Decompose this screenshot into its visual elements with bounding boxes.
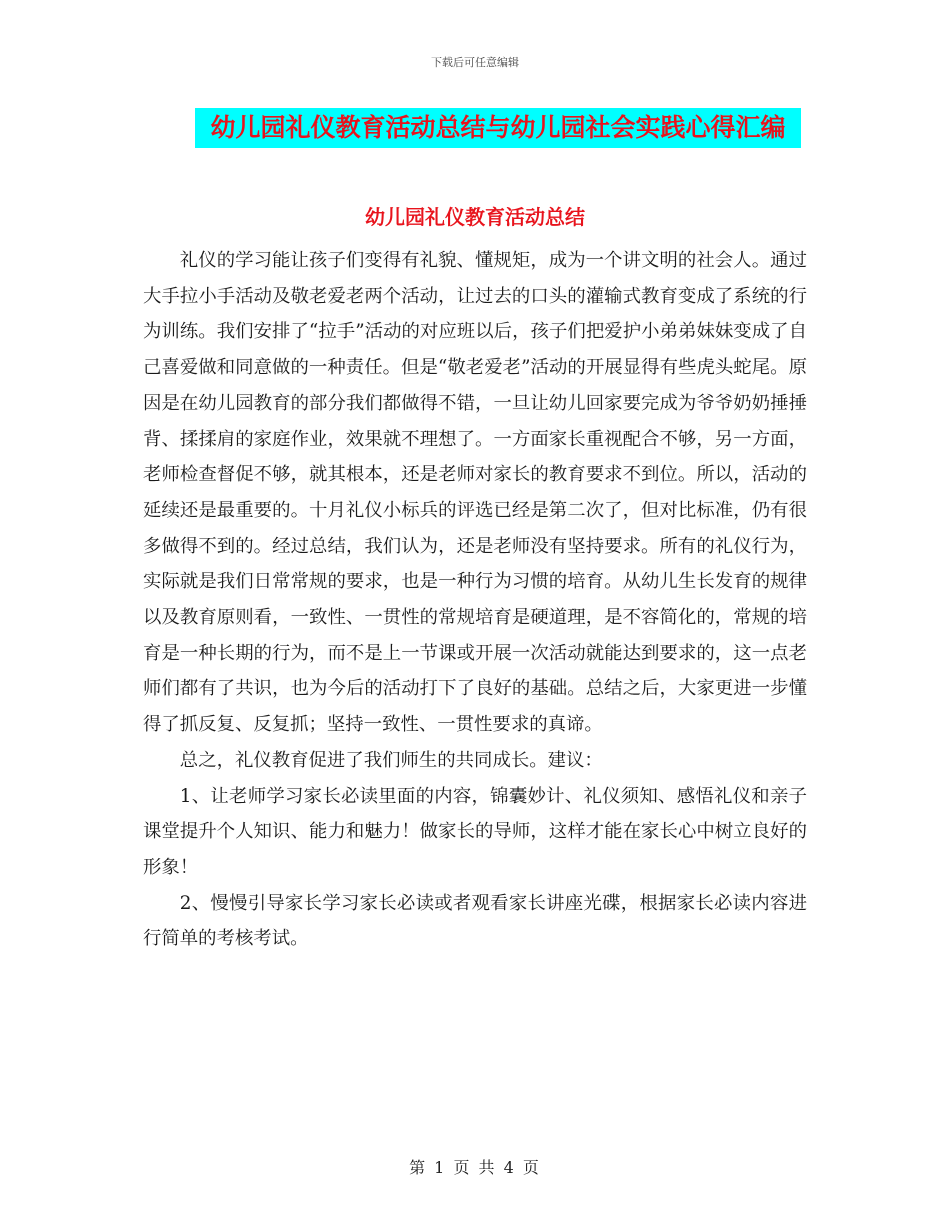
paragraph-suggestion-2: 2、慢慢引导家长学习家长必读或者观看家长讲座光碟，根据家长必读内容进行简单的考核考试。 <box>143 892 807 950</box>
paragraph-suggestion-1: 1、让老师学习家长必读里面的内容，锦囊妙计、礼仪须知、感悟礼仪和亲子课堂提升个人知识、能力和魅力！做家长的导师，这样才能在家长心中树立良好的形象！ <box>143 785 807 878</box>
page-number-footer: 第 1 页 共 4 页 <box>409 1158 541 1177</box>
paragraph-conclusion: 总之，礼仪教育促进了我们师生的共同成长。建议： <box>179 749 603 771</box>
paragraph-summary: 礼仪的学习能让孩子们变得有礼貌、懂规矩，成为一个讲文明的社会人。通过大手拉小手活动及敬老爱老两个活动，让过去的口头的灌输式教育变成了系统的行为训练。我们安排了“拉手”活动的对应班以后，孩子们把爱护小弟弟妹妹变成了自己喜爱做和同意做的一种责任。但是“敬老爱老”活动的开展显得有些虎头蛇尾。原因是在幼儿园教育的部分我们都做得不错，一旦让幼儿回家要完成为爷爷奶奶捶捶背、揉揉肩的家庭作业，效果就不理想了。一方面家长重视配合不够，另一方面，老师检查督促不够，就其根本，还是老师对家长的教育要求不到位。所以，活动的延续还是最重要的。十月礼仪小标兵的评选已经是第二次了，但对比标准，仍有很多做得不到的。经过总结，我们认为，还是老师没有坚持要求。所有的礼仪行为，实际就是我们日常常规的要求，也是一种行为习惯的培育。从幼儿生长发育的规律以及教育原则看，一致性、一贯性的常规培育是硬道理，是不容简化的，常规的培育是一种长期的行为，而不是上一节课或开展一次活动就能达到要求的，这一点老师们都有了共识，也为今后的活动打下了良好的基础。总结之后，大家更进一步懂得了抓反复、反复抓；坚持一致性、一贯性要求的真谛。 <box>143 250 807 736</box>
document-main-title: 幼儿园礼仪教育活动总结与幼儿园社会实践心得汇编 <box>195 108 801 148</box>
section-title: 幼儿园礼仪教育活动总结 <box>365 205 585 229</box>
document-body <box>143 243 807 957</box>
page-header-note: 下载后可任意编辑 <box>431 56 519 69</box>
